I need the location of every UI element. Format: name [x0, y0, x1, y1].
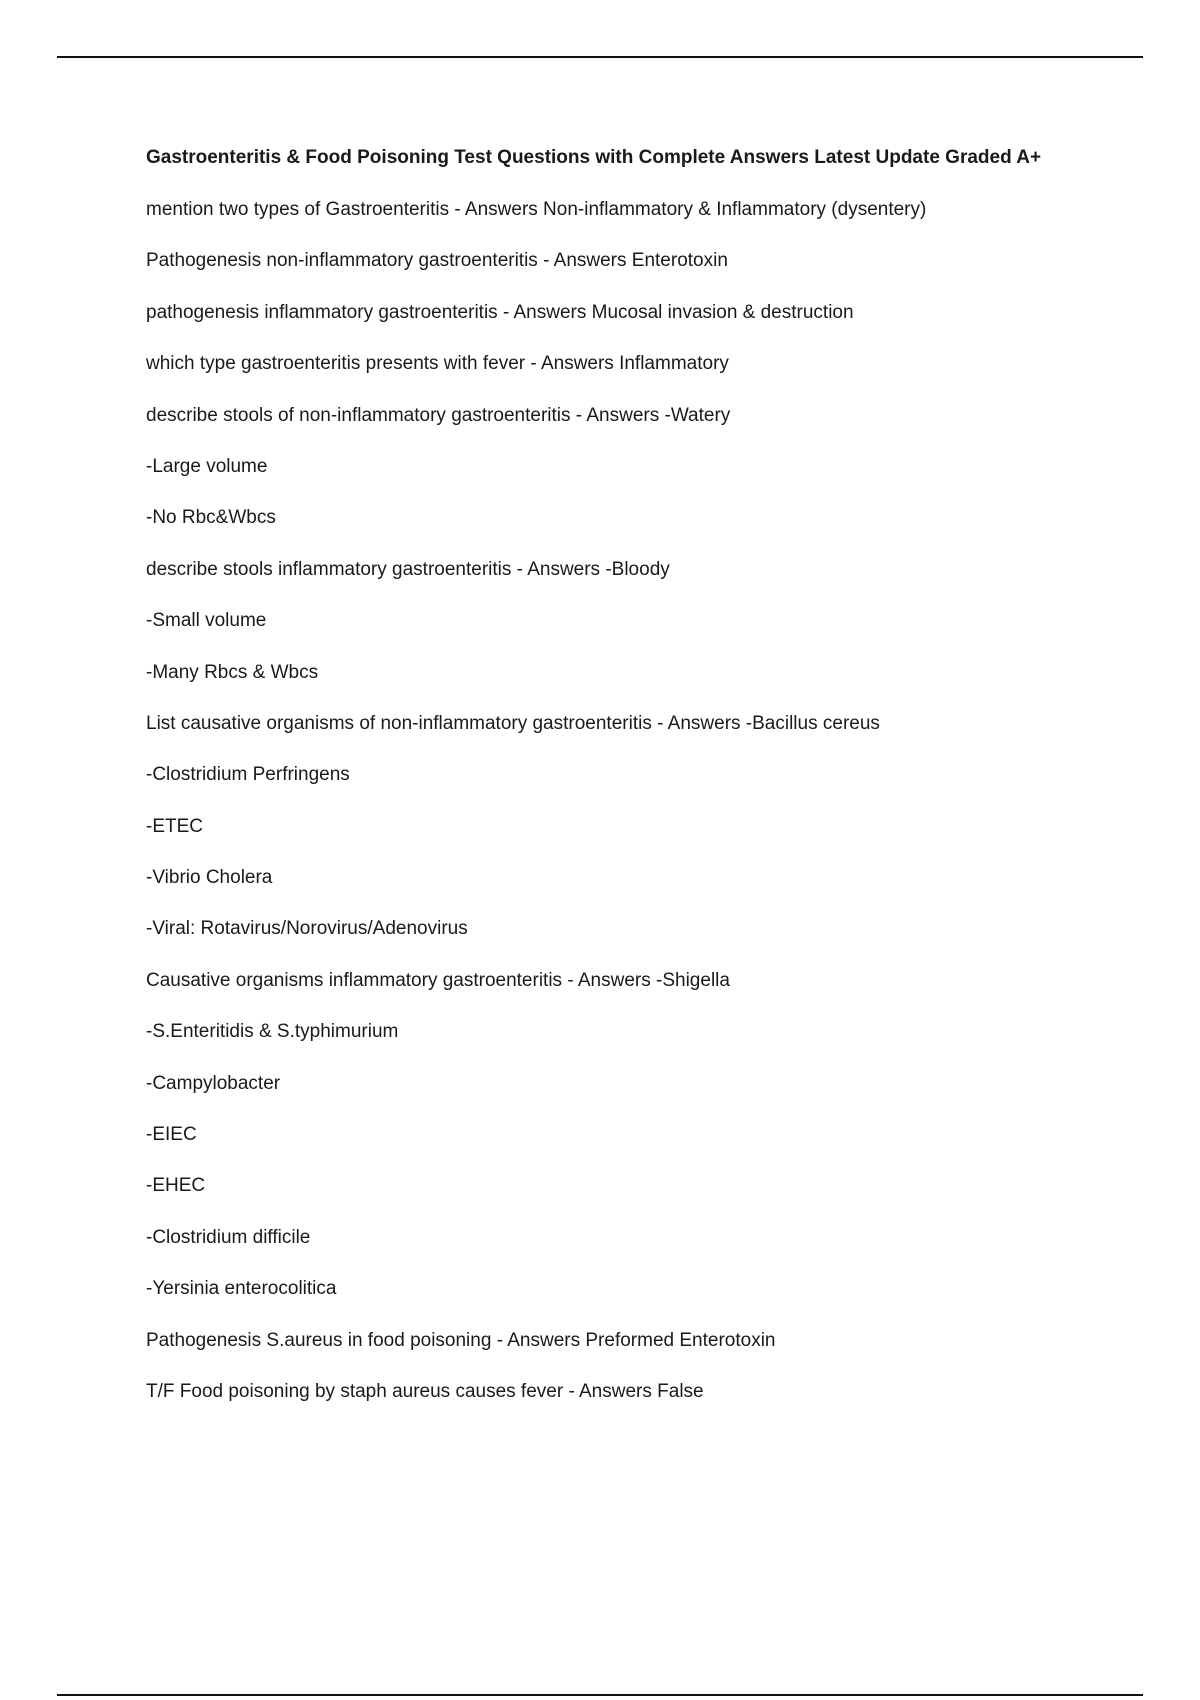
- text-line: which type gastroenteritis presents with fever - Answers Inflammatory: [146, 353, 729, 375]
- text-line: -Small volume: [146, 610, 267, 632]
- document-title: Gastroenteritis & Food Poisoning Test Questions with Complete Answers Latest Update Graded A+: [146, 147, 1042, 168]
- text-line: -Many Rbcs & Wbcs: [146, 661, 319, 683]
- text-line: -Vibrio Cholera: [146, 867, 273, 889]
- text-line: List causative organisms of non-inflammatory gastroenteritis - Answers -Bacillus cereus: [146, 712, 880, 734]
- header-rule: [57, 56, 1143, 58]
- text-line: mention two types of Gastroenteritis - Answers Non-inflammatory & Inflammatory (dysentery): [146, 199, 927, 220]
- text-line: -Viral: Rotavirus/Norovirus/Adenovirus: [146, 918, 468, 940]
- text-line: -Clostridium Perfringens: [146, 764, 350, 786]
- text-line: -S.Enteritidis & S.typhimurium: [146, 1021, 399, 1043]
- text-line: -Yersinia enterocolitica: [146, 1278, 337, 1300]
- text-line: Causative organisms inflammatory gastroenteritis - Answers -Shigella: [146, 969, 730, 991]
- text-line: pathogenesis inflammatory gastroenteritis - Answers Mucosal invasion & destruction: [146, 301, 854, 323]
- text-line: -No Rbc&Wbcs: [146, 507, 276, 529]
- text-line: -Clostridium difficile: [146, 1226, 311, 1248]
- footer-rule: [57, 1694, 1143, 1696]
- text-line: describe stools inflammatory gastroenteritis - Answers -Bloody: [146, 558, 670, 580]
- text-line: -ETEC: [146, 815, 203, 837]
- document-body: [146, 145, 1136, 1430]
- text-line: Pathogenesis non-inflammatory gastroenteritis - Answers Enterotoxin: [146, 250, 728, 272]
- text-line: -Campylobacter: [146, 1072, 281, 1094]
- text-line: -EHEC: [146, 1175, 206, 1197]
- text-line: -EIEC: [146, 1124, 197, 1146]
- question-answer-list: [146, 197, 1136, 1405]
- text-line: describe stools of non-inflammatory gastroenteritis - Answers -Watery: [146, 404, 731, 426]
- text-line: -Large volume: [146, 455, 268, 477]
- text-line: T/F Food poisoning by staph aureus causes fever - Answers False: [146, 1380, 704, 1402]
- text-line: Pathogenesis S.aureus in food poisoning - Answers Preformed Enterotoxin: [146, 1329, 776, 1351]
